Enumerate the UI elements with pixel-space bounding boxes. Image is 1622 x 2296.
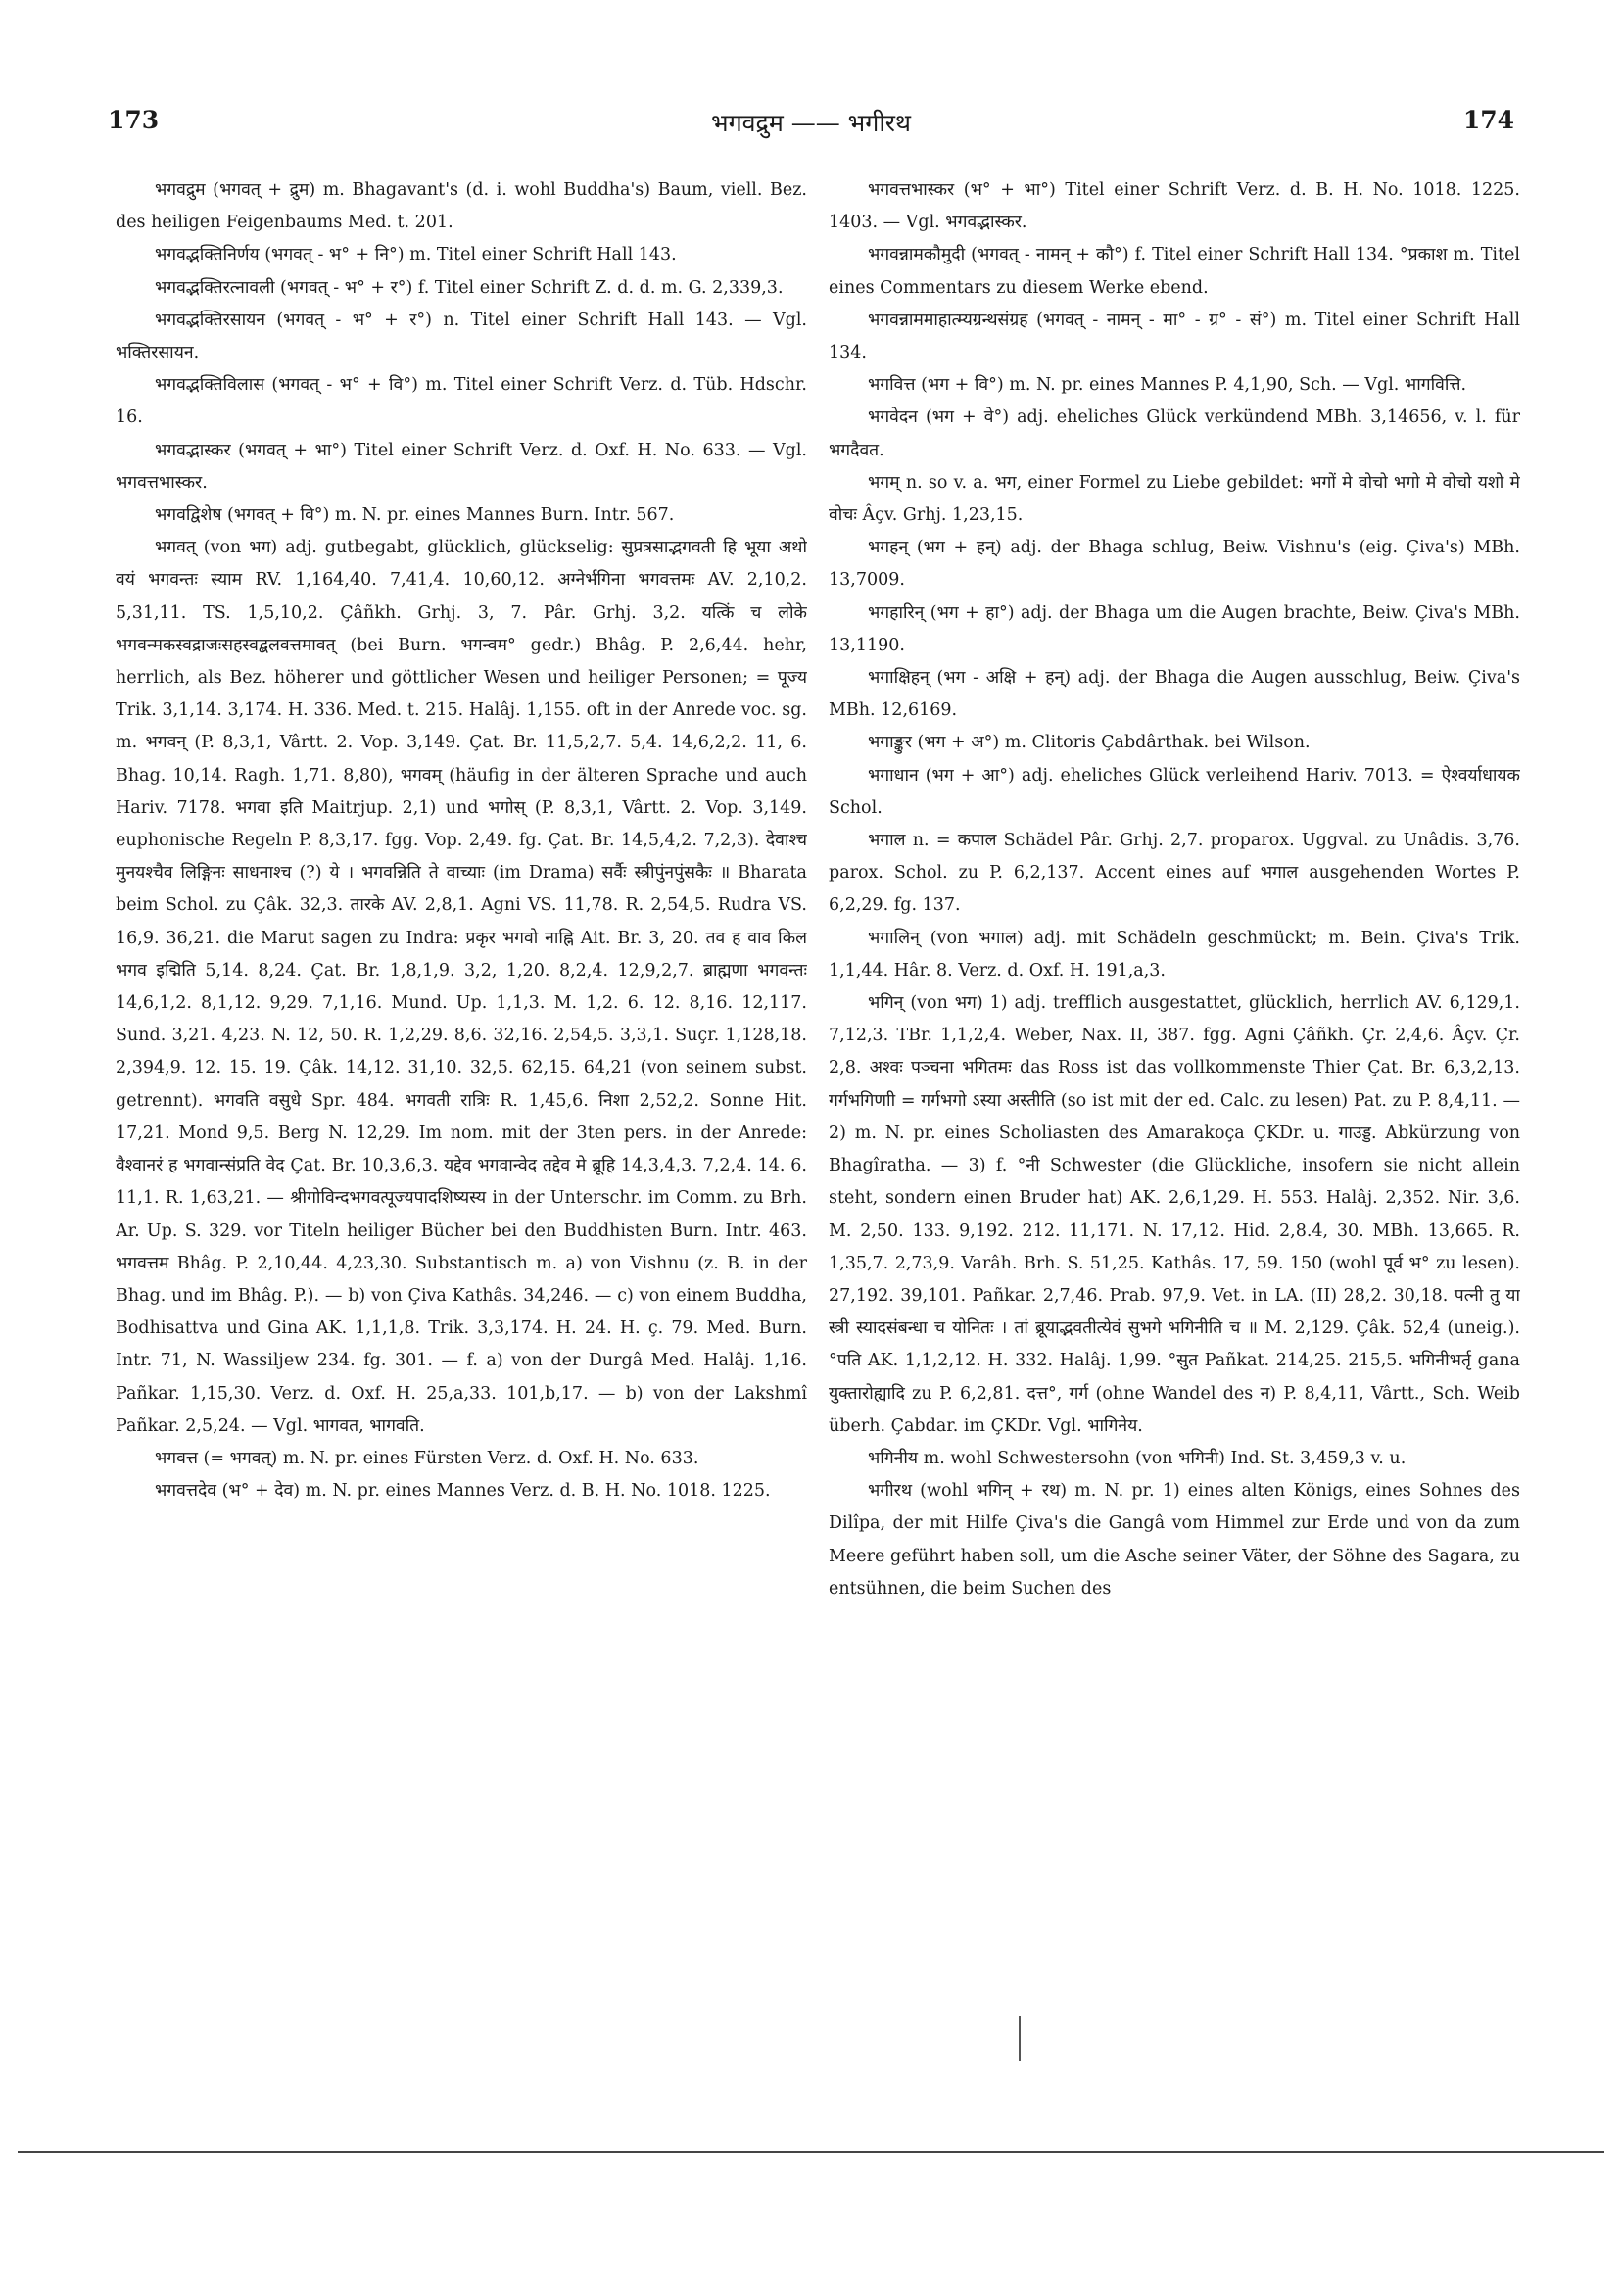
dictionary-entry: भगवित्त (भग + वि°) m. N. pr. eines Mannes P. 4,1,90, Sch. — Vgl. भागवित्ति. (868, 375, 1467, 396)
dictionary-entry: भगवद्भक्तिरत्नावली (भगवत् - भ° + र°) f. Titel einer Schrift Z. d. d. m. G. 2,339,3. (155, 277, 784, 298)
dictionary-entry: भगिनीय m. wohl Schwestersohn (von भगिनी) Ind. St. 3,459,3 v. u. (868, 1448, 1407, 1468)
dictionary-entry: भगाधान (भग + आ°) adj. eheliches Glück verleihend Hariv. 7013. = ऐश्वर्याधायक Schol. (829, 765, 1520, 818)
dictionary-entry: भगाङ्कुर (भग + अ°) m. Clitoris Çabdârthak. bei Wilson. (868, 733, 1311, 753)
dictionary-entry: भगवत्तभास्कर (भ° + भा°) Titel einer Schrift Verz. d. B. H. No. 1018. 1225. 1403. — Vgl. भगवद्भास्कर. (829, 180, 1520, 233)
dictionary-entry: भगवेदन (भग + वे°) adj. eheliches Glück verkündend MBh. 3,14656, v. l. für भगदैवत. (829, 407, 1520, 460)
dictionary-entry: भगहारिन् (भग + हा°) adj. der Bhaga um die Augen brachte, Beiw. Çiva's MBh. 13,1190. (829, 602, 1520, 655)
dictionary-entry: भगवन्नामकौमुदी (भगवत् - नामन् + कौ°) f. Titel einer Schrift Hall 134. °प्रकाश m. Titel eines Commentars zu diesem Werke ebend. (829, 245, 1520, 298)
dictionary-entry: भगाक्षिहन् (भग - अक्षि + हन्) adj. der Bhaga die Augen ausschlug, Beiw. Çiva's MBh. 12,6169. (829, 668, 1520, 721)
dictionary-entry: भगवत्त (= भगवत्) m. N. pr. eines Fürsten Verz. d. Oxf. H. No. 633. (155, 1448, 699, 1468)
column-divider (1019, 2016, 1021, 2061)
dictionary-entry: भगिन् (von भग) 1) adj. trefflich ausgestattet, glücklich, herrlich AV. 6,129,1. 7,12,3. TBr. 1,1,2,4. Weber, Nax. II, 387. fgg. Agni Çâñkh. Çr. 2,4,6. Âçv. Çr. 2,8. अश्वः पञ्चना भगितमः das Ross ist das vollkommenste Thier Çat. Br. 6,3,2,13. गर्गभगिणाी = गर्गभगो ऽस्या अस्तीति (so ist mit der ed. Calc. zu lesen) Pat. zu P. 8,4,11. — 2) m. N. pr. eines Scholiasten des Amarakoça ÇKDr. u. गाउड्ड. Abkürzung von Bhagîratha. — 3) f. °नी Schwester (die Glückliche, insofern sie nicht allein steht, sondern einen Bruder hat) AK. 2,6,1,29. H. 553. Halâj. 2,352. Nir. 3,6. M. 2,50. 133. 9,192. 212. 11,171. N. 17,12. Hid. 2,8.4, 30. MBh. 13,665. R. 1,35,7. 2,73,9. Varâh. Brh. S. 51,25. Kathâs. 17, 59. 150 (wohl पूर्व भ° zu lesen). 27,192. 39,101. Pañkar. 2,7,46. Prab. 97,9. Vet. in LA. (II) 28,2. 30,18. पत्नी तु या स्त्री स्यादसंबन्धा च योनितः । तां ब्रूयाद्भवतीत्येवं सुभगे भगिनीति च ॥ M. 2,129. Çâk. 52,4 (uneig.). °पति AK. 1,1,2,12. H. 332. Halâj. 1,99. °सुत Pañkat. 214,25. 215,5. भगिनीभर्तृ gana युक्तारोह्यादि zu P. 6,2,81. दत्त°, गर्ग (ohne Wandel des न) P. 8,4,11, Vârtt., Sch. Weib überh. Çabdar. im ÇKDr. Vgl. भागिनेय. (829, 993, 1520, 1436)
dictionary-entry: भगवद्भास्कर (भगवत् + भा°) Titel einer Schrift Verz. d. Oxf. H. No. 633. — Vgl. भगवत्तभास्कर. (116, 440, 807, 493)
dictionary-entry: भगवद्भक्तिरसायन (भगवत् - भ° + र°) n. Titel einer Schrift Hall 143. — Vgl. भक्तिरसायन. (116, 310, 807, 363)
running-title: भगवद्रुम —— भगीरथ (711, 109, 911, 137)
page-number-left: 173 (108, 106, 160, 134)
dictionary-entry: भगाल n. = कपाल Schädel Pâr. Grhj. 2,7. proparox. Uggval. zu Unâdis. 3,76. parox. Schol. zu P. 6,2,137. Accent eines auf भगाल ausgehenden Wortes P. 6,2,29. fg. 137. (829, 831, 1520, 916)
page-number-right: 174 (1462, 106, 1514, 134)
dictionary-entry: भगालिन् (von भगाल) adj. mit Schädeln geschmückt; m. Bein. Çiva's Trik. 1,1,44. Hâr. 8. Verz. d. Oxf. H. 191,a,3. (829, 928, 1520, 981)
dictionary-entry: भगवद्विशेष (भगवत् + वि°) m. N. pr. eines Mannes Burn. Intr. 567. (155, 505, 675, 526)
dictionary-entry: भगवद्भक्तिनिर्णय (भगवत् - भ° + नि°) m. Titel einer Schrift Hall 143. (155, 245, 677, 265)
dictionary-entry: भगीरथ (wohl भगिन् + रथ) m. N. pr. 1) eines alten Königs, eines Sohnes des Dilîpa, der mit Hilfe Çiva's die Gangâ vom Himmel zur Erde und von da zum Meere geführt haben soll, um die Asche seiner Väter, der Söhne des Sagara, zu entsühnen, die beim Suchen des (829, 1481, 1520, 1599)
dictionary-entry: भगम् n. so v. a. भग, einer Formel zu Liebe gebildet: भगों मे वोचो भगो मे वोचो यशो मे वोचः Âçv. Grhj. 1,23,15. (829, 472, 1520, 526)
dictionary-entry: भगवत् (von भग) adj. gutbegabt, glücklich, glückselig: सुप्रत्रसाद्भगवती हि भूया अथो वयं भगवन्तः स्याम RV. 1,164,40. 7,41,4. 10,60,12. अग्नेर्भगिना भगवत्तमः AV. 2,10,2. 5,31,11. TS. 1,5,10,2. Çâñkh. Grhj. 3, 7. Pâr. Grhj. 3,2. यत्किं च लोके भगवन्मकस्वद्राजःसहस्वद्बलवत्तमावत् (bei Burn. भगन्वम° gedr.) Bhâg. P. 2,6,44. hehr, herrlich, als Bez. höherer und göttlicher Wesen und heiliger Personen; = पूज्य Trik. 3,1,14. 3,174. H. 336. Med. t. 215. Halâj. 1,155. oft in der Anrede voc. sg. m. भगवन् (P. 8,3,1, Vârtt. 2. Vop. 3,149. Çat. Br. 11,5,2,7. 5,4. 14,6,2,2. 11, 6. Bhag. 10,14. Ragh. 1,71. 8,80), भगवम् (häufig in der älteren Sprache und auch Hariv. 7178. भगवा इति Maitrjup. 2,1) und भगोस् (P. 8,3,1, Vârtt. 2. Vop. 3,149. euphonische Regeln P. 8,3,17. fgg. Vop. 2,49. fg. Çat. Br. 14,5,4,2. 7,2,3). देवाश्च मुनयश्चैव लिङ्गिनः साधनाश्च (?) ये । भगवन्निति ते वाच्याः (im Drama) सर्वैः स्त्रीपुंनपुंसकैः ॥ Bharata beim Schol. zu Çâk. 32,3. तारके AV. 2,8,1. Agni VS. 11,78. R. 2,54,5. Rudra VS. 16,9. 36,21. die Marut sagen zu Indra: प्रकृर भगवो नाह्नि Ait. Br. 3, 20. तव ह वाव किल भगव इद्मिति 5,14. 8,24. Çat. Br. 1,8,1,9. 3,2, 1,20. 8,2,4. 12,9,2,7. ब्राह्मणा भगवन्तः 14,6,1,2. 8,1,12. 9,29. 7,1,16. Mund. Up. 1,1,3. M. 1,2. 6. 12. 8,16. 12,117. Sund. 3,21. 4,23. N. 12, 50. R. 1,2,29. 8,6. 32,16. 2,54,5. 3,3,1. Suçr. 1,128,18. 2,394,9. 12. 15. 19. Çâk. 14,12. 31,10. 32,5. 62,15. 64,21 (von seinem subst. getrennt). भगवति वसुधे Spr. 484. भगवती रात्रिः R. 1,45,6. निशा 2,52,2. Sonne Hit. 17,21. Mond 9,5. Berg N. 12,29. Im nom. mit der 3ten pers. in der Anrede: वैश्वानरं ह भगवान्संप्रति वेद Çat. Br. 10,3,6,3. यद्देव भगवान्वेद तद्देव मे ब्रूहि 14,3,4,3. 7,2,4. 14. 6. 11,1. R. 1,63,21. — श्रीगोविन्दभगवत्पूज्यपादशिष्यस्य in der Unterschr. im Comm. zu Brh. Ar. Up. S. 329. vor Titeln heiliger Bücher bei den Buddhisten Burn. Intr. 463. भगवत्तम Bhâg. P. 2,10,44. 4,23,30. Substantisch m. a) von Vishnu (z. B. in der Bhag. und im Bhâg. P.). — b) von Çiva Kathâs. 34,246. — c) von einem Buddha, Bodhisattva und Gina AK. 1,1,1,8. Trik. 3,3,174. H. 24. H. ç. 79. Med. Burn. Intr. 71, N. Wassiljew 234. fg. 301. — f. a) von der Durgâ Med. Halâj. 1,16. Pañkar. 1,15,30. Verz. d. Oxf. H. 25,a,33. 101,b,17. — b) von der Lakshmî Pañkar. 2,5,24. — Vgl. भागवत, भागवति. (116, 538, 807, 1436)
left-column (116, 174, 807, 2026)
footer-rule (18, 2151, 1604, 2153)
dictionary-entry: भगवन्नाममाहात्म्यग्रन्थसंग्रह (भगवत् - नामन् - मा° - ग्र° - सं°) m. Titel einer Schrift Hall 134. (829, 310, 1520, 363)
page-header (108, 106, 1514, 149)
dictionary-entry: भगवद्रुम (भगवत् + द्रुम) m. Bhagavant's (d. i. wohl Buddha's) Baum, viell. Bez. des heiligen Feigenbaums Med. t. 201. (116, 180, 807, 233)
dictionary-entry: भगवत्तदेव (भ° + देव) m. N. pr. eines Mannes Verz. d. B. H. No. 1018. 1225. (155, 1481, 771, 1502)
dictionary-entry: भगवद्भक्तिविलास (भगवत् - भ° + वि°) m. Titel einer Schrift Verz. d. Tüb. Hdschr. 16. (116, 375, 807, 428)
right-column (829, 174, 1520, 2026)
dictionary-entry: भगहन् (भग + हन्) adj. der Bhaga schlug, Beiw. Vishnu's (eig. Çiva's) MBh. 13,7009. (829, 538, 1520, 591)
